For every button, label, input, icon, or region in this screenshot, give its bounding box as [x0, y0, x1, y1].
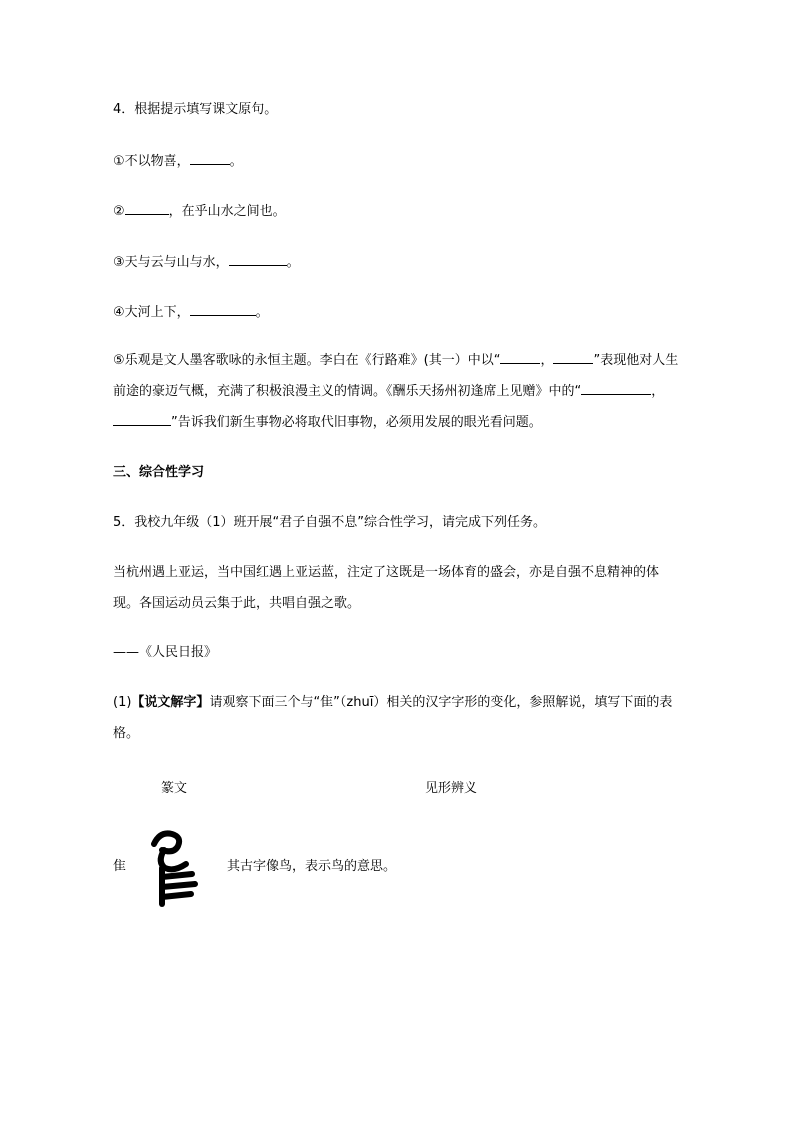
blank[interactable]	[581, 382, 651, 395]
blank[interactable]	[113, 413, 171, 426]
q5-sub1-text: 请观察下面三个与“隹”（zhuī）相关的汉字字形的变化，参照解说，填写下面的表格。	[113, 695, 673, 741]
q4-item-1-text: ①不以物喜，	[113, 154, 190, 169]
q4-item-5-text-d: ，	[651, 384, 665, 399]
q5-title: 5．我校九年级（1）班开展“君子自强不息”综合性学习，请完成下列任务。	[113, 515, 547, 530]
q4-item-4-text: ④大河上下，	[113, 305, 190, 320]
q5-source: ——《人民日报》	[113, 645, 218, 660]
q4-item-1-end: 。	[229, 154, 243, 169]
q4-item-2-text: ，在乎山水之间也。	[168, 204, 286, 219]
q4-item-1	[113, 152, 243, 170]
q4-item-2	[113, 202, 286, 220]
table-header-meaning: 见形辨义	[425, 781, 478, 796]
q4-item-3-text: ③天与云与山与水，	[113, 255, 229, 270]
table-header-seal: 篆文	[161, 781, 188, 796]
q5-sub1-num: (1)	[113, 695, 132, 710]
blank[interactable]	[553, 351, 593, 364]
table-cell-char: 隹	[113, 859, 127, 874]
q4-item-3	[113, 253, 300, 271]
q4-item-5-text-b: ，	[540, 353, 554, 368]
q4-item-2-num: ②	[113, 204, 125, 219]
q4-item-4	[113, 303, 269, 321]
section-title: 三、综合性学习	[113, 465, 205, 480]
blank[interactable]	[229, 253, 287, 266]
q4-item-5-text-e: ”告诉我们新生事物必将取代旧事物，必须用发展的眼光看问题。	[171, 415, 542, 430]
table-cell-explanation: 其古字像鸟，表示鸟的意思。	[227, 859, 397, 874]
seal-script-zhui-icon	[148, 828, 204, 908]
q4-item-5-text-c: ”表现他对人生前途的豪迈气概，充满了积极浪漫主义的情调。《酬乐天扬州初逢席上见赠》中的“	[113, 353, 679, 399]
blank[interactable]	[500, 351, 540, 364]
blank[interactable]	[125, 202, 169, 215]
q4-title: 4．根据提示填写课文原句。	[113, 102, 278, 117]
blank[interactable]	[190, 152, 230, 165]
q4-item-3-end: 。	[286, 255, 300, 270]
q5-sub1-tag: 【说文解字】	[131, 695, 210, 710]
q4-item-5-text-a: ⑤乐观是文人墨客歌咏的永恒主题。李白在《行路难》(其一）中以“	[113, 353, 501, 368]
q4-item-4-end: 。	[255, 305, 269, 320]
blank[interactable]	[190, 303, 256, 316]
q5-passage: 当杭州遇上亚运，当中国红遇上亚运蓝，注定了这既是一场体育的盛会，亦是自强不息精神的体现。各国运动员云集于此，共唱自强之歌。	[113, 565, 660, 611]
q5-sub1	[113, 687, 683, 749]
q4-item-5	[113, 345, 683, 438]
